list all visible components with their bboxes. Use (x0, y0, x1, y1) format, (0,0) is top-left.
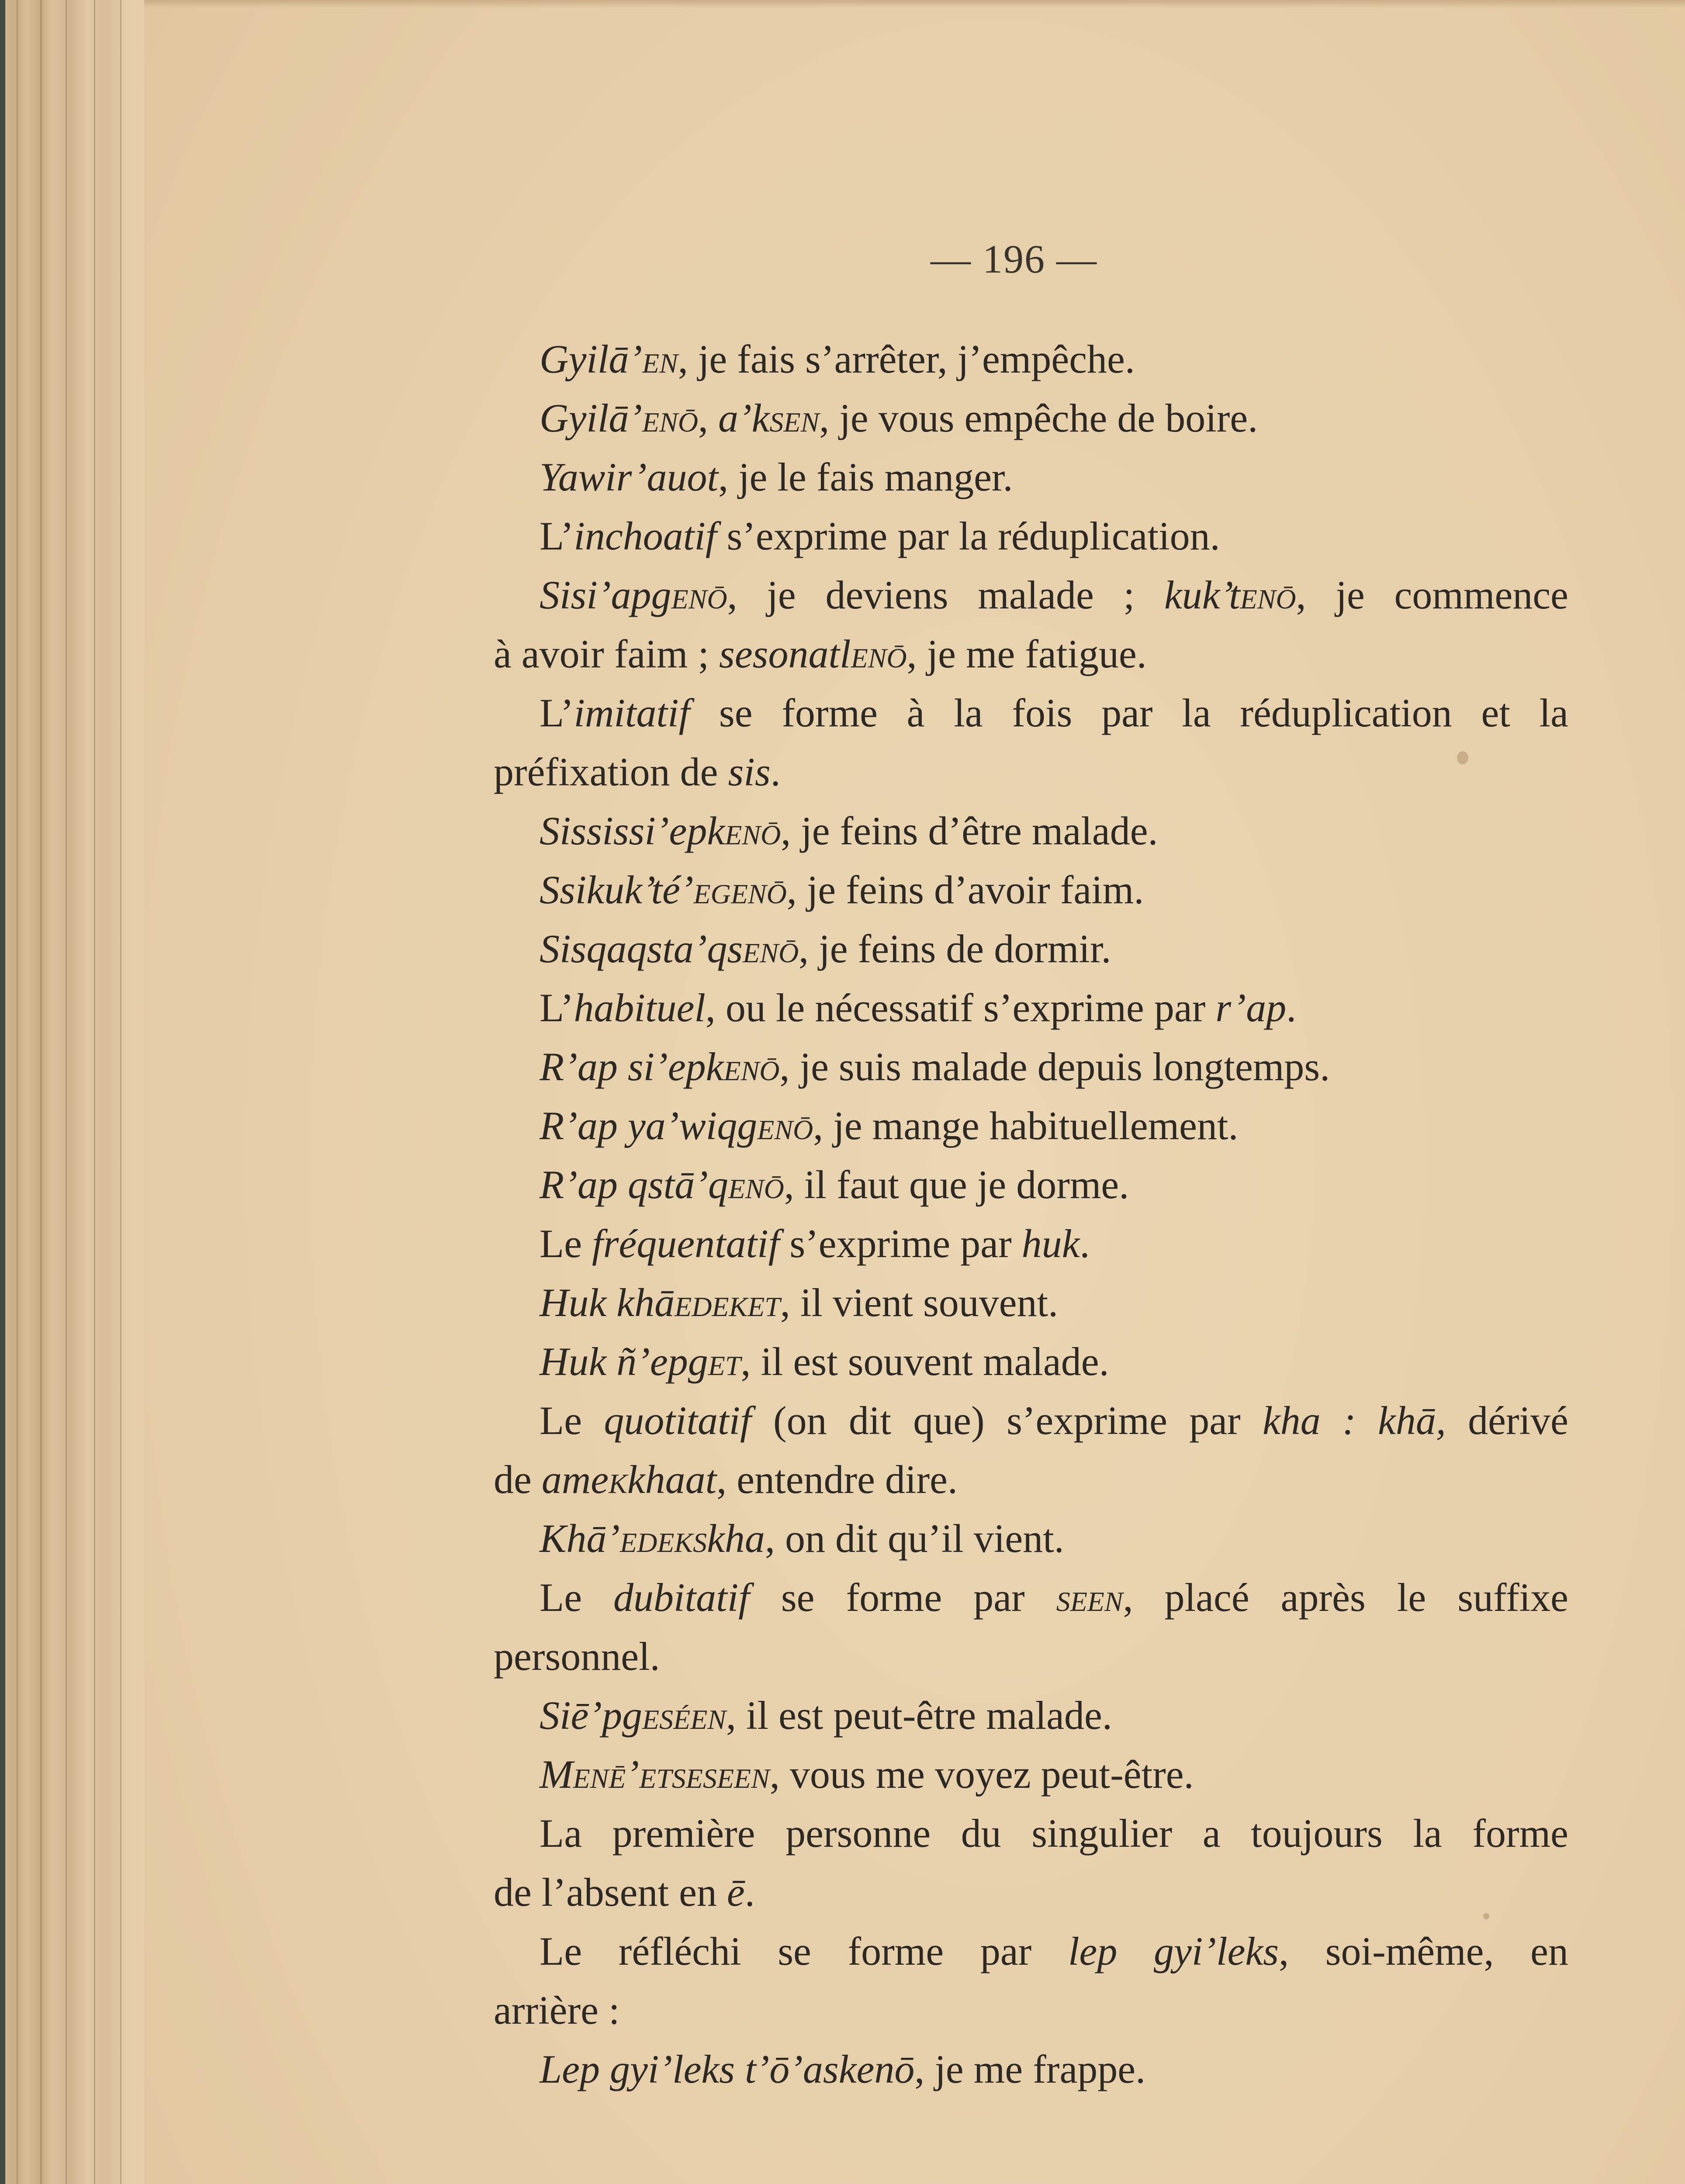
linguistic-term: sis (728, 750, 771, 794)
linguistic-term: enō (1240, 573, 1296, 617)
linguistic-term: kha (707, 1516, 765, 1561)
text-run: se forme par (749, 1575, 1056, 1620)
text-line (494, 919, 1568, 978)
linguistic-term: Yawir’auot (540, 455, 719, 499)
text-run: , (698, 396, 719, 440)
text-line (494, 566, 1568, 625)
text-run: , il est souvent malade. (740, 1339, 1109, 1384)
text-line (494, 2040, 1568, 2099)
text-run: , je suis malade depuis longtemps. (779, 1044, 1330, 1089)
linguistic-term: enō (851, 632, 907, 676)
text-run: de l’absent en (494, 1870, 727, 1914)
text-line (494, 978, 1568, 1037)
text-line (494, 860, 1568, 919)
text-run: , je me frappe. (914, 2047, 1146, 2091)
text-line (494, 1922, 1568, 1981)
linguistic-term: seen (702, 1752, 770, 1797)
text-run: , je mange habituellement. (813, 1103, 1239, 1148)
linguistic-term: sen (769, 396, 820, 440)
linguistic-term: eséen (642, 1693, 726, 1738)
text-run: de (494, 1457, 542, 1502)
text-line (494, 1804, 1568, 1863)
text-line (494, 1332, 1568, 1391)
linguistic-term: enō (723, 1044, 780, 1089)
text-run: , je le fais manger. (718, 455, 1013, 499)
text-run: . (744, 1870, 755, 1914)
linguistic-term: a’k (718, 396, 770, 440)
text-line (494, 1981, 1568, 2040)
text-run: s’exprime par (779, 1221, 1022, 1266)
edge-line (66, 0, 67, 2184)
text-run: , je fais s’arrêter, j’empêche. (678, 337, 1135, 381)
text-line (494, 1096, 1568, 1155)
text-run: Le réfléchi se forme par (540, 1929, 1068, 1973)
linguistic-term: huk (1021, 1221, 1080, 1266)
text-run: arrière : (494, 1988, 620, 2032)
text-line (494, 1273, 1568, 1332)
linguistic-term: Menē’etse (540, 1752, 703, 1797)
linguistic-term: R’ap qstā’q (540, 1162, 728, 1207)
linguistic-term: r’ap (1215, 985, 1287, 1030)
linguistic-term: egenō (693, 867, 787, 912)
text-run: . (1286, 985, 1297, 1030)
linguistic-term: enō (671, 573, 727, 617)
text-run: . (770, 750, 781, 794)
text-line (494, 1627, 1568, 1686)
text-run: , je vous empêche de boire. (819, 396, 1258, 440)
linguistic-term: enō (728, 1162, 784, 1207)
linguistic-term: sesonatl (719, 632, 851, 676)
text-run: , je deviens malade ; (727, 573, 1164, 617)
text-run: , on dit qu’il vient. (765, 1516, 1064, 1561)
linguistic-term: k (609, 1457, 627, 1502)
text-run: L’ (540, 691, 574, 735)
text-line (494, 743, 1568, 802)
text-run: , je feins de dormir. (799, 926, 1111, 971)
text-run: , je feins d’être malade. (781, 809, 1158, 853)
linguistic-term: enō (757, 1103, 813, 1148)
linguistic-term: lep gyi’leks (1068, 1929, 1279, 1973)
linguistic-term: enō (743, 926, 799, 971)
text-run: Le (540, 1221, 592, 1266)
linguistic-term: enō (642, 396, 699, 440)
page-top-edge (144, 0, 1685, 8)
text-line (494, 1155, 1568, 1214)
text-run: personnel. (494, 1634, 660, 1679)
linguistic-term: en (642, 337, 678, 381)
linguistic-term: Siē’pg (540, 1693, 643, 1738)
text-run: , il faut que je dorme. (784, 1162, 1129, 1207)
linguistic-term: Huk ñ’epg (540, 1339, 708, 1384)
linguistic-term: Gyilā’ (540, 337, 643, 381)
text-run: L’ (540, 985, 574, 1030)
text-line (494, 1745, 1568, 1804)
text-run: , je feins d’avoir faim. (786, 867, 1144, 912)
text-run: préfixation de (494, 750, 728, 794)
text-run: , je commence (1296, 573, 1569, 617)
text-line (494, 1450, 1568, 1509)
linguistic-term: imitatif (574, 691, 690, 735)
text-run: à avoir faim ; (494, 632, 720, 676)
linguistic-term: edeks (620, 1516, 707, 1561)
text-run: , ou le nécessatif s’exprime par (705, 985, 1216, 1030)
text-run: L’ (540, 514, 574, 558)
text-line (494, 1568, 1568, 1627)
linguistic-term: habituel (574, 985, 706, 1030)
linguistic-term: Huk khā (540, 1280, 675, 1325)
text-run: Le (540, 1398, 604, 1443)
linguistic-term: Gyilā’ (540, 396, 643, 440)
edge-line (40, 0, 42, 2184)
text-line (494, 625, 1568, 684)
text-line (494, 507, 1568, 566)
text-run: s’exprime par la réduplication. (716, 514, 1220, 558)
linguistic-term: R’ap si’epk (540, 1044, 724, 1089)
text-line (494, 1391, 1568, 1450)
linguistic-term: quotitatif (604, 1398, 751, 1443)
text-run: se forme à la fois par la réduplication et la (690, 691, 1568, 735)
linguistic-term: Lep gyi’leks t’ō’askenō (540, 2047, 915, 2091)
linguistic-term: Sississi’epk (540, 809, 725, 853)
linguistic-term: dubitatif (613, 1575, 750, 1620)
text-line (494, 1863, 1568, 1922)
linguistic-term: Ssikuk’té’ (540, 867, 694, 912)
text-line (494, 389, 1568, 448)
text-line (494, 684, 1568, 743)
text-line (494, 448, 1568, 507)
text-run: . (1080, 1221, 1090, 1266)
linguistic-term: kuk’t (1164, 573, 1240, 617)
page-edges (0, 0, 144, 2184)
text-run: , je me fatigue. (907, 632, 1147, 676)
linguistic-term: enō (725, 809, 781, 853)
text-line (494, 1037, 1568, 1096)
text-run: , entendre dire. (716, 1457, 958, 1502)
text-run: Le (540, 1575, 614, 1620)
linguistic-term: Khā’ (540, 1516, 620, 1561)
linguistic-term: R’ap ya’wiqg (540, 1103, 758, 1148)
linguistic-term: kha : khā, (1262, 1398, 1446, 1443)
body-text (494, 330, 1568, 2099)
text-line (494, 802, 1568, 860)
text-run: , il est peut-être malade. (726, 1693, 1112, 1738)
text-run: La première personne du singulier a toujours la forme (540, 1811, 1568, 1856)
text-line (494, 330, 1568, 389)
linguistic-term: et (708, 1339, 741, 1384)
linguistic-term: ē (727, 1870, 745, 1914)
linguistic-term: Sisi’apg (540, 573, 671, 617)
linguistic-term: ame (541, 1457, 609, 1502)
edge-line (120, 0, 121, 2184)
linguistic-term: seen (1056, 1575, 1123, 1620)
linguistic-term: fréquentatif (592, 1221, 780, 1266)
edge-line (94, 0, 95, 2184)
linguistic-term: Sisqaqsta’qs (540, 926, 743, 971)
text-run: , soi-même, en (1279, 1929, 1569, 1973)
text-line (494, 1686, 1568, 1745)
linguistic-term: edeket (675, 1280, 780, 1325)
text-run: , vous me voyez peut-être. (769, 1752, 1194, 1797)
text-line (494, 1509, 1568, 1568)
linguistic-term: inchoatif (574, 514, 717, 558)
text-run: (on dit que) s’exprime par (751, 1398, 1263, 1443)
text-run: , il vient souvent. (780, 1280, 1059, 1325)
page-number: — 196 — (931, 237, 1097, 281)
text-run: , placé après le suffixe (1123, 1575, 1569, 1620)
edge-line (17, 0, 18, 2184)
text-line (494, 1214, 1568, 1273)
linguistic-term: khaat (627, 1457, 717, 1502)
text-run: dérivé (1446, 1398, 1568, 1443)
